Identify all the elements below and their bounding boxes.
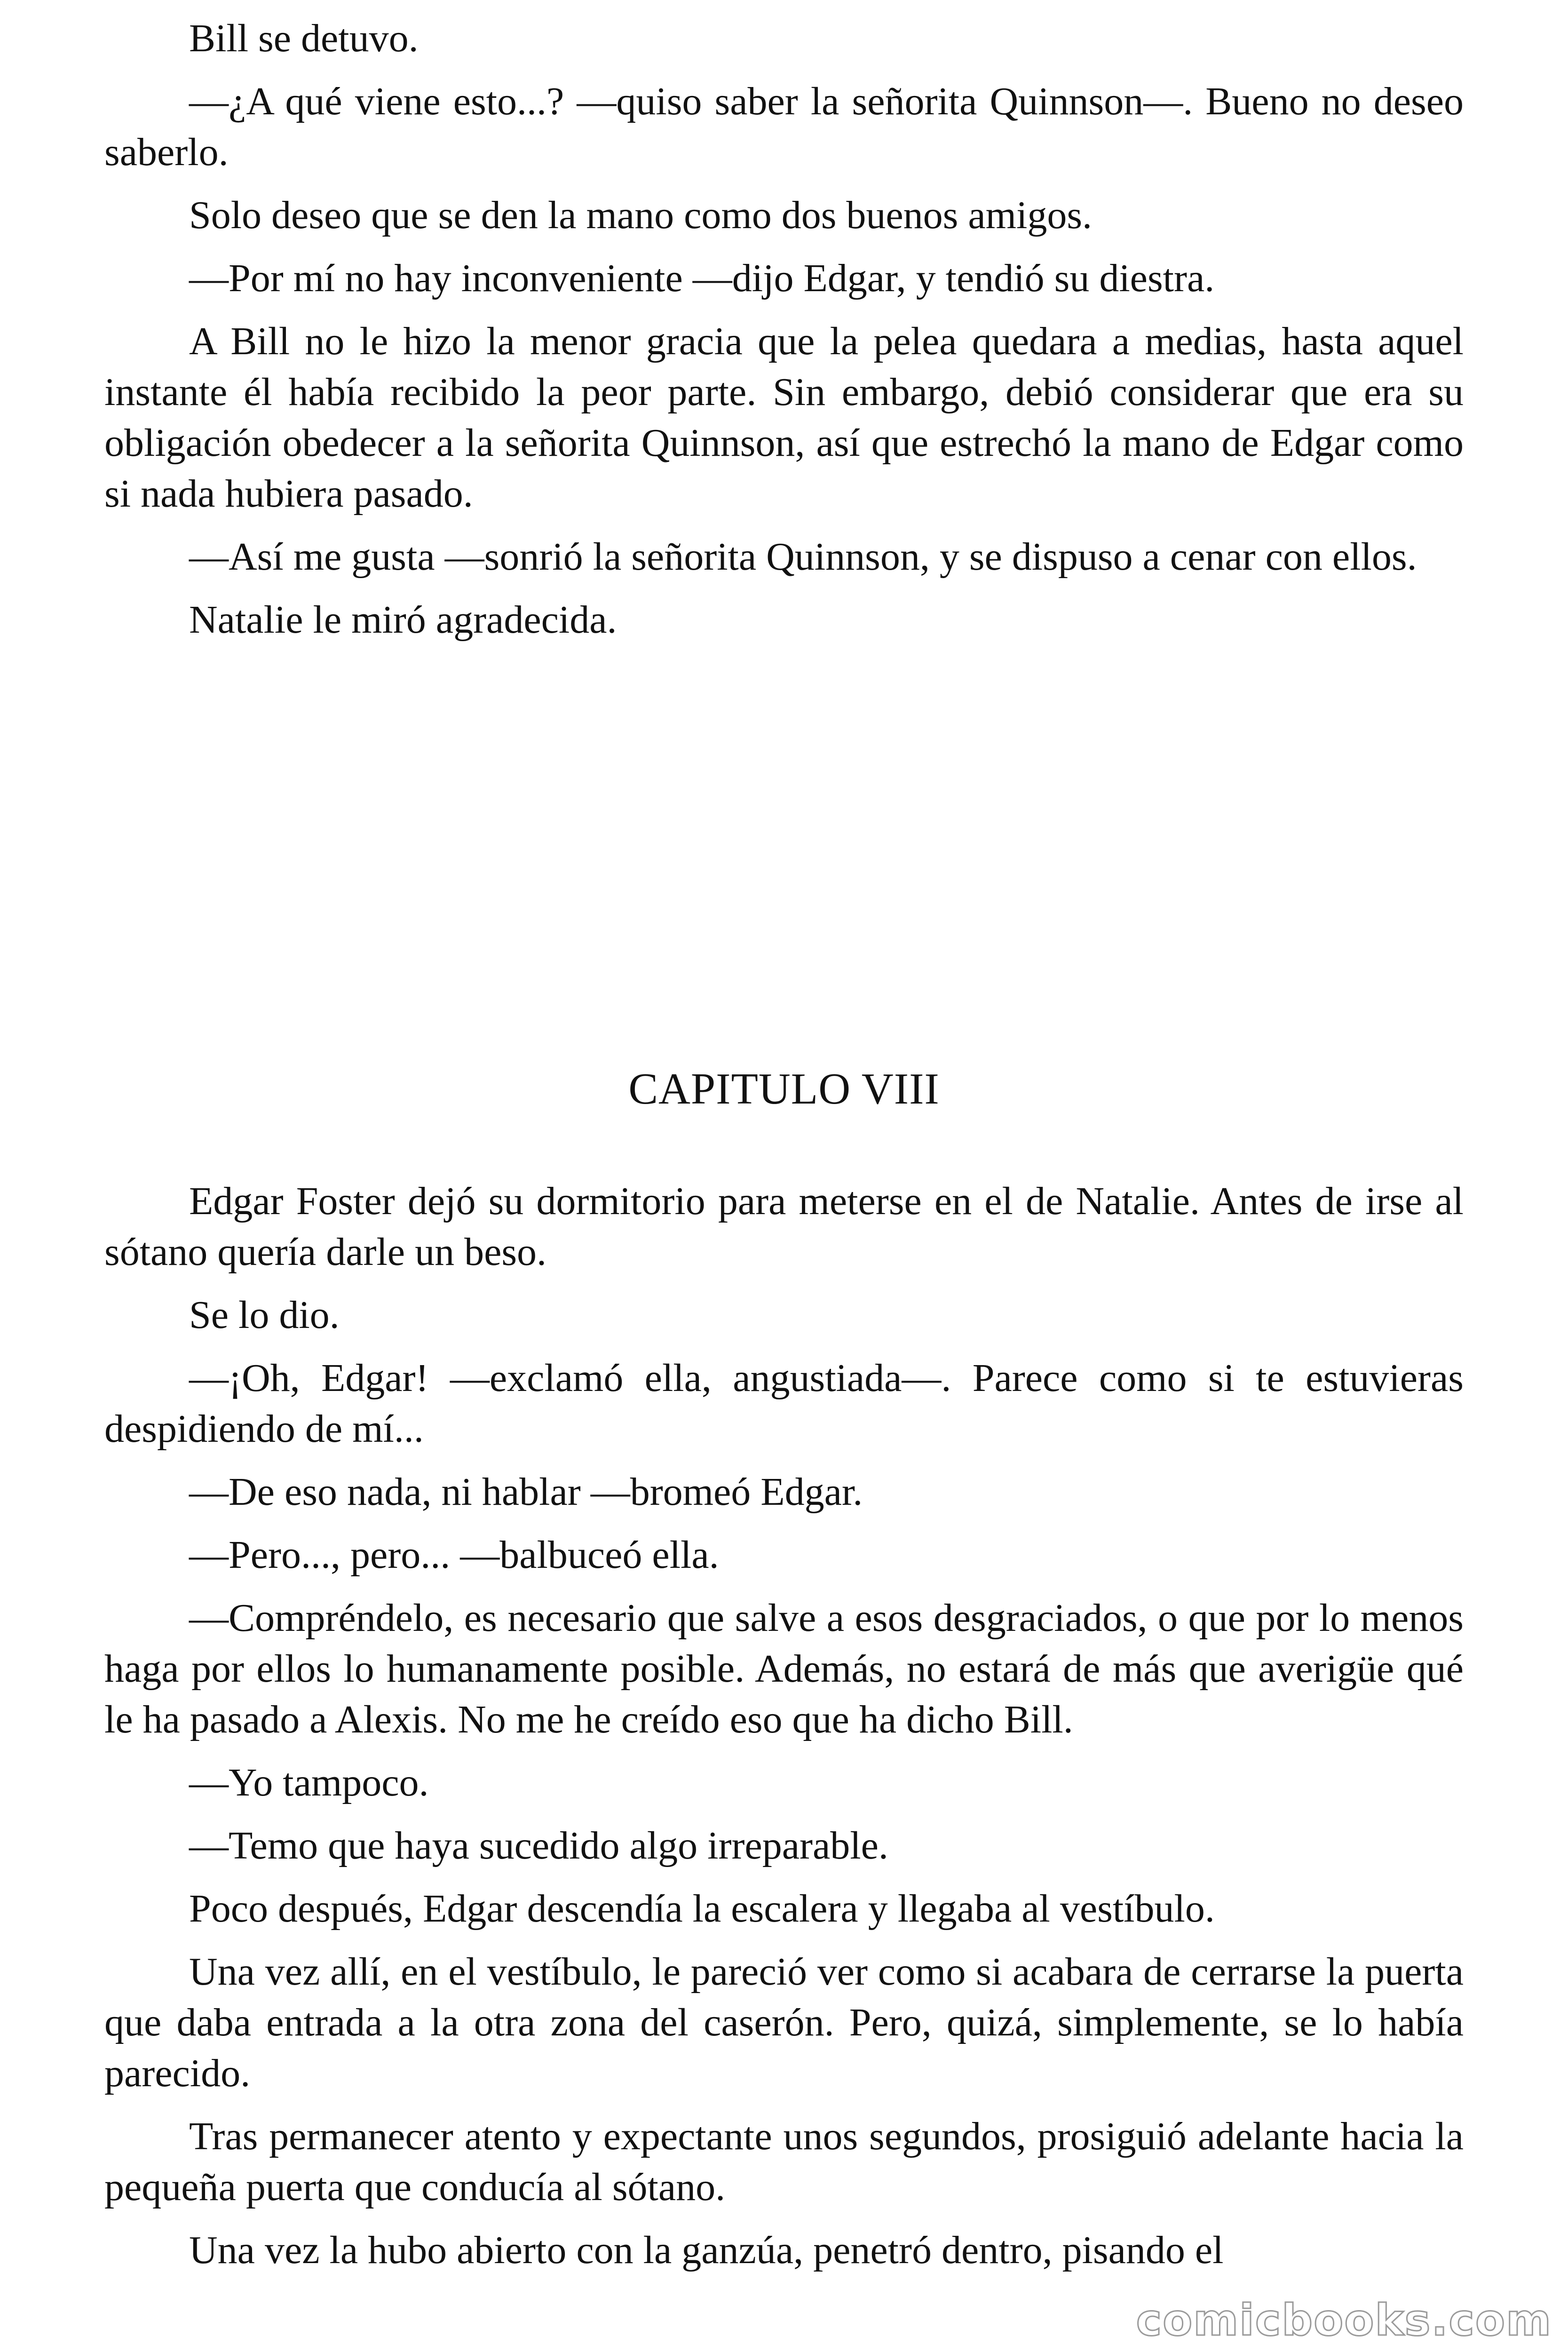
paragraph: —Yo tampoco. xyxy=(189,1761,429,1804)
paragraph: —Por mí no hay inconveniente —dijo Edgar, y tendió su diestra. xyxy=(189,256,1215,300)
paragraph: Poco después, Edgar descendía la escalera y llegaba al vestíbulo. xyxy=(189,1887,1215,1931)
paragraph: Natalie le miró agradecida. xyxy=(189,598,617,642)
paragraph: Edgar Foster dejó su dormitorio para meterse en el de Natalie. Antes de irse al sótano quería darle un beso. xyxy=(104,1179,1464,1274)
paragraph: —¿A qué viene esto...? —quiso saber la señorita Quinnson—. Bueno no deseo saberlo. xyxy=(104,79,1464,174)
paragraph: Solo deseo que se den la mano como dos buenos amigos. xyxy=(189,193,1093,237)
paragraph: A Bill no le hizo la menor gracia que la pelea quedara a medias, hasta aquel instante él había recibido la peor parte. Sin embargo, debió considerar que era su obligación obedecer a la señorita Quinnson, así que estrechó la mano de Edgar como si nada hubiera pasado. xyxy=(104,319,1464,516)
watermark: comicbooks.com xyxy=(1136,2295,1552,2345)
paragraph: Bill se detuvo. xyxy=(189,16,419,60)
paragraph: Una vez la hubo abierto con la ganzúa, penetró dentro, pisando el xyxy=(189,2228,1224,2272)
paragraph: Se lo dio. xyxy=(189,1293,340,1337)
paragraph: —Compréndelo, es necesario que salve a esos desgraciados, o que por lo menos haga por ellos lo humanamente posible. Además, no estará de más que averigüe qué le ha pasado a Alexis. No me he creído eso que ha dicho Bill. xyxy=(104,1596,1464,1741)
text-block-chapter xyxy=(104,1176,1464,2288)
paragraph: —Temo que haya sucedido algo irreparable. xyxy=(189,1824,888,1867)
text-block-top xyxy=(104,13,1464,658)
paragraph: —¡Oh, Edgar! —exclamó ella, angustiada—. Parece como si te estuvieras despidiendo de mí... xyxy=(104,1356,1464,1451)
paragraph: Tras permanecer atento y expectante unos segundos, prosiguió adelante hacia la pequeña puerta que conducía al sótano. xyxy=(104,2114,1464,2209)
paragraph: Una vez allí, en el vestíbulo, le pareció ver como si acabara de cerrarse la puerta que daba entrada a la otra zona del caserón. Pero, quizá, simplemente, se lo había parecido. xyxy=(104,1950,1464,2095)
paragraph: —Pero..., pero... —balbuceó ella. xyxy=(189,1533,719,1577)
paragraph: —Así me gusta —sonrió la señorita Quinnson, y se dispuso a cenar con ellos. xyxy=(189,535,1417,579)
paragraph: —De eso nada, ni hablar —bromeó Edgar. xyxy=(189,1470,863,1514)
chapter-title: CAPITULO VIII xyxy=(628,1065,940,1113)
